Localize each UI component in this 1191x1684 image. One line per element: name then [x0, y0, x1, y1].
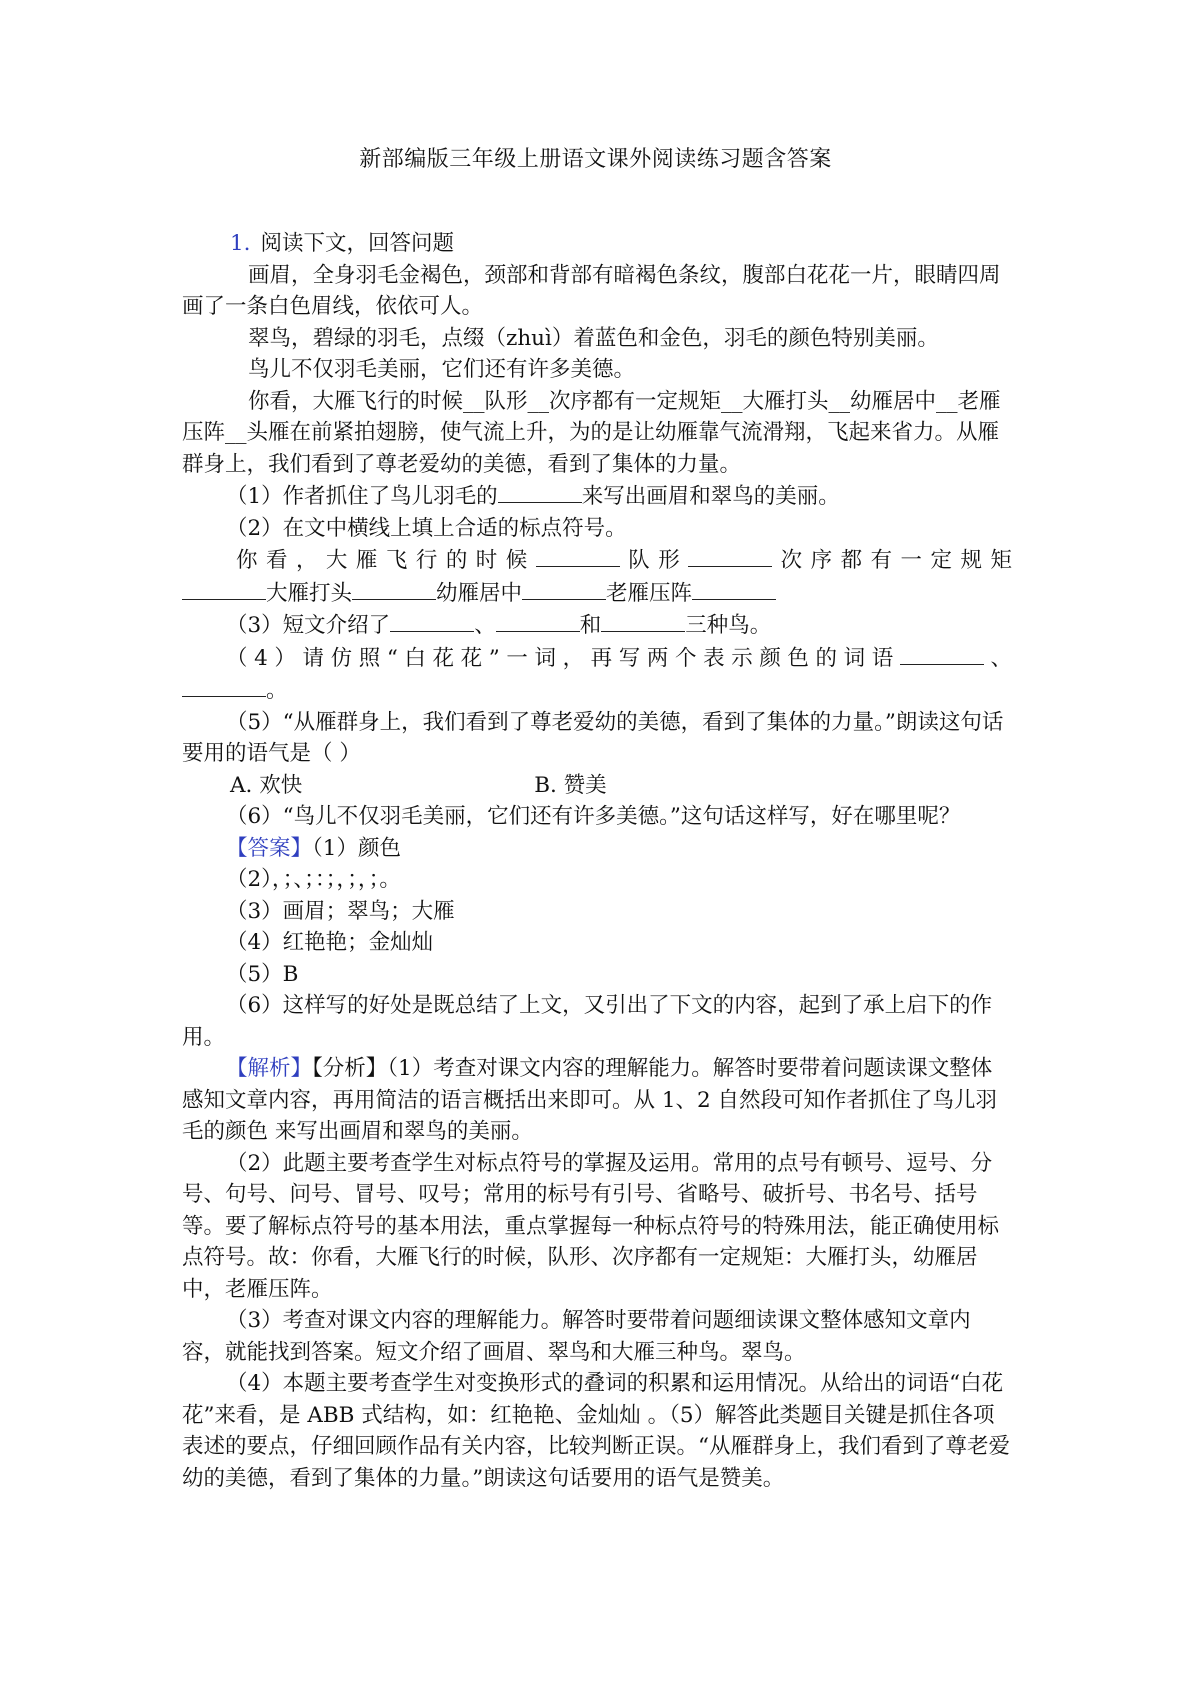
sub-question-2-line-1 [182, 544, 1012, 577]
options-row [182, 770, 1012, 802]
sub-question-4 [182, 642, 1012, 675]
answer-blank[interactable] [900, 642, 984, 665]
passage-paragraph-4: 你看，大雁飞行的时候__队形__次序都有一定规矩__大雁打头__幼雁居中__老雁压阵__头雁在前紧拍翅膀，使气流上升，为的是让幼雁靠气流滑翔，飞起来省力。从雁群身上，我们看到了尊老爱幼的美德，看到了集体的力量。 [182, 388, 1001, 477]
answer-blank[interactable] [536, 544, 620, 567]
sub-question-1-text: （1）作者抓住了鸟儿羽毛的 [226, 484, 498, 509]
sub-question-1 [182, 480, 1012, 513]
analysis-paragraph-2: （2）此题主要考查学生对标点符号的掌握及运用。常用的点号有顿号、逗号、分号、句号、问号、冒号、叹号；常用的标号有引号、省略号、破折号、书名号、括号等。要了解标点符号的基本用法，重点掌握每一种标点符号的特殊用法，能正确使用标点符号。故：你看，大雁飞行的时候，队形、次序都有一定规矩：大雁打头，幼雁居中，老雁压阵。 [182, 1150, 1000, 1302]
answer-label: 【答案】 [226, 835, 313, 861]
answer-blank[interactable] [182, 577, 266, 600]
answer-blank[interactable] [692, 577, 776, 600]
sub-question-6: （6）“鸟儿不仅羽毛美丽，它们还有许多美德。”这句话这样写，好在哪里呢？ [226, 804, 961, 829]
document-title: 新部编版三年级上册语文课外阅读练习题含答案 [359, 147, 832, 172]
question-heading [182, 228, 1012, 260]
answer-item-1: （1）颜色 [312, 835, 401, 861]
fill-text: 大雁打头 [266, 580, 353, 606]
answer-blank[interactable] [390, 609, 474, 632]
separator: 、 [474, 613, 496, 638]
analysis-text-1: 【分析】（1）考查对课文内容的理解能力。解答时要带着问题读课文整体感知文章内容，再用简洁的语言概括出来即可。从 1、2 自然段可知作者抓住了鸟儿羽毛的颜色 来写出画眉和翠鸟的美丽。 [182, 1056, 998, 1144]
answer-blank[interactable] [601, 609, 685, 632]
answer-item-6: （6）这样写的好处是既总结了上文，又引出了下文的内容，起到了承上启下的作用。 [182, 993, 993, 1050]
analysis-paragraph-1 [182, 1053, 1012, 1148]
sub-question-5: （5）“从雁群身上，我们看到了尊老爱幼的美德，看到了集体的力量。”朗读这句话要用的语气是（ ） [182, 709, 1004, 766]
sub-question-3-text-end: 三种鸟。 [685, 613, 772, 638]
answer-blank[interactable] [498, 480, 582, 503]
sub-question-2: （2）在文中横线上填上合适的标点符号。 [226, 515, 627, 541]
sub-question-4-text: （4）请仿照“白花花”一词，再写两个表示颜色的词语 [226, 645, 900, 671]
fill-text: 你看，大雁飞行的时候 [236, 548, 536, 573]
passage-paragraph-1: 画眉，全身羽毛金褐色，颈部和背部有暗褐色条纹，腹部白花花一片，眼睛四周画了一条白色眉线，依依可人。 [182, 262, 1001, 319]
analysis-label: 【解析】 [226, 1056, 313, 1081]
option-b[interactable]: B. 赞美 [534, 772, 607, 798]
sub-question-4-line-2 [182, 674, 1012, 707]
sub-question-2-line-2 [182, 577, 1012, 610]
answer-item-4: （4）红艳艳；金灿灿 [226, 930, 434, 955]
analysis-paragraph-3: （3）考查对课文内容的理解能力。解答时要带着问题细读课文整体感知文章内容，就能找到答案。短文介绍了画眉、翠鸟和大雁三种鸟。翠鸟。 [182, 1308, 971, 1365]
answer-heading [182, 833, 1012, 865]
passage-paragraph-2: 翠鸟，碧绿的羽毛，点缀（zhuì）着蓝色和金色，羽毛的颜色特别美丽。 [248, 325, 939, 351]
question-prompt: 阅读下文，回答问题 [260, 231, 455, 256]
answer-item-5: （5）B [226, 961, 299, 987]
sub-question-1-text-end: 来写出画眉和翠鸟的美丽。 [581, 484, 840, 509]
answer-blank[interactable] [522, 577, 606, 600]
answer-blank[interactable] [182, 674, 266, 697]
answer-blank[interactable] [688, 544, 772, 567]
document-content [182, 228, 1012, 1494]
question-number: 1. [230, 231, 251, 256]
fill-text: 次序都有一定规矩 [772, 548, 1012, 573]
option-a[interactable]: A. 欢快 [230, 772, 303, 798]
fill-text: 队形 [619, 548, 689, 573]
sub-question-3 [182, 609, 1012, 642]
separator: 、 [983, 645, 1012, 671]
answer-item-2: （2），；、；：；，；，；。 [226, 867, 401, 892]
passage-paragraph-3: 鸟儿不仅羽毛美丽，它们还有许多美德。 [248, 357, 636, 382]
answer-item-3: （3）画眉；翠鸟；大雁 [226, 898, 455, 924]
period: 。 [266, 678, 288, 703]
answer-blank[interactable] [496, 609, 580, 632]
sub-question-3-text: （3）短文介绍了 [226, 613, 391, 638]
analysis-paragraph-4: （4）本题主要考查学生对变换形式的叠词的积累和运用情况。从给出的词语“白花花”来看，是 ABB 式结构，如：红艳艳、金灿灿 。（5）解答此类题目关键是抓住各项表述的要点，仔细回顾作品有关内容，比较判断正误。“从雁群身上，我们看到了尊老爱幼的美德，看到了集体的力量。”朗读这句话要用的语气是赞美。 [182, 1371, 1010, 1491]
fill-text: 幼雁居中 [436, 580, 523, 606]
answer-blank[interactable] [352, 577, 436, 600]
separator: 和 [579, 613, 602, 638]
fill-text: 老雁压阵 [606, 580, 693, 606]
